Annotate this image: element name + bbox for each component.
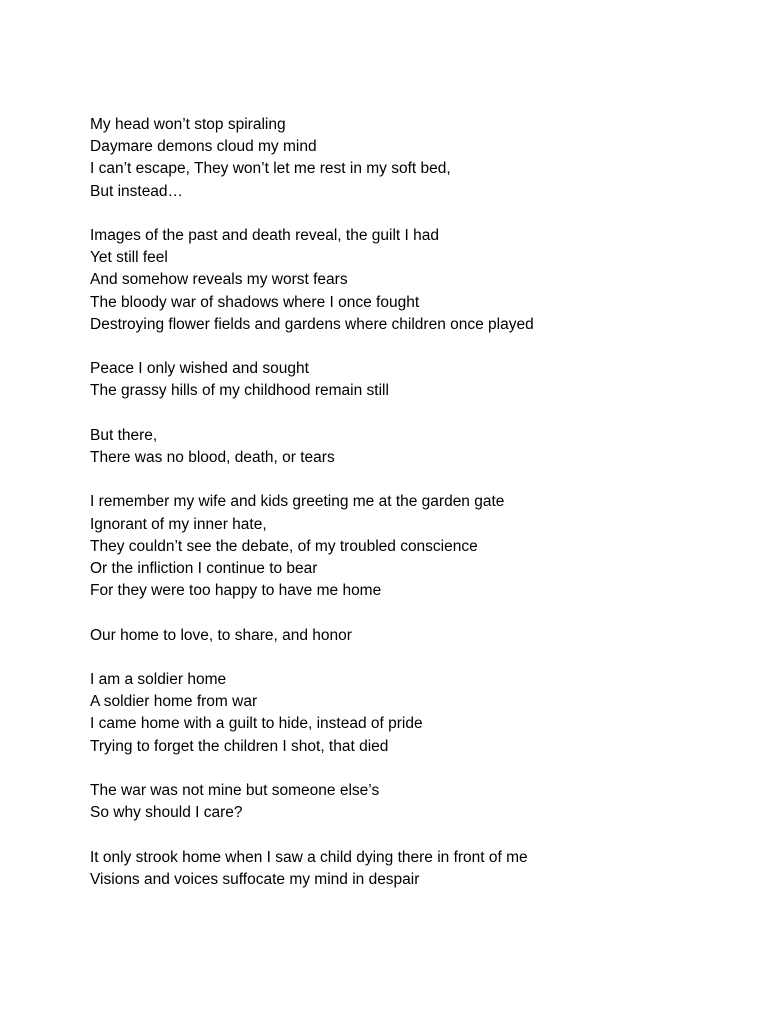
poem-line: Images of the past and death reveal, the guilt I had [90, 227, 439, 244]
poem-line: Yet still feel [90, 249, 168, 267]
stanza-4 [90, 425, 730, 469]
poem-line: I came home with a guilt to hide, instead of pride [90, 715, 423, 733]
poem-line: I can’t escape, They won’t let me rest in my soft bed, [90, 160, 451, 178]
poem-line: Ignorant of my inner hate, [90, 515, 267, 533]
stanza-7 [90, 669, 730, 758]
stanza-6 [90, 625, 730, 647]
poem-line: They couldn’t see the debate, of my troubled conscience [90, 537, 478, 555]
stanza-5 [90, 491, 730, 602]
poem-line: The grassy hills of my childhood remain still [90, 382, 389, 400]
poem-line: Our home to love, to share, and honor [90, 626, 352, 644]
poem-line: I remember my wife and kids greeting me at the garden gate [90, 493, 505, 511]
poem-line: For they were too happy to have me home [90, 582, 382, 600]
poem-line: It only strook home when I saw a child dying there in front of me [90, 848, 528, 866]
poem-line: Visions and voices suffocate my mind in despair [90, 870, 420, 888]
poem-line: Daymare demons cloud my mind [90, 138, 317, 156]
poem-line: My head won’t stop spiraling [90, 116, 286, 133]
poem-line: I am a soldier home [90, 670, 227, 688]
poem-line: Peace I only wished and sought [90, 360, 309, 378]
poem-line: And somehow reveals my worst fears [90, 271, 348, 289]
stanza-1 [90, 114, 730, 203]
poem-line: Trying to forget the children I shot, that died [90, 737, 389, 755]
stanza-3 [90, 358, 730, 402]
poem-line: There was no blood, death, or tears [90, 449, 335, 466]
stanza-9 [90, 847, 730, 891]
stanza-2 [90, 225, 730, 336]
poem-line: A soldier home from war [90, 693, 258, 711]
poem-line: But instead… [90, 182, 184, 200]
poem-text [90, 114, 730, 913]
stanza-8 [90, 780, 730, 824]
poem-line: So why should I care? [90, 804, 243, 822]
poem-line: But there, [90, 426, 158, 444]
poem-line: The war was not mine but someone else’s [90, 781, 380, 799]
poem-line: The bloody war of shadows where I once fought [90, 293, 420, 311]
poem-line: Destroying flower fields and gardens where children once played [90, 315, 534, 333]
poem-line: Or the infliction I continue to bear [90, 560, 318, 577]
